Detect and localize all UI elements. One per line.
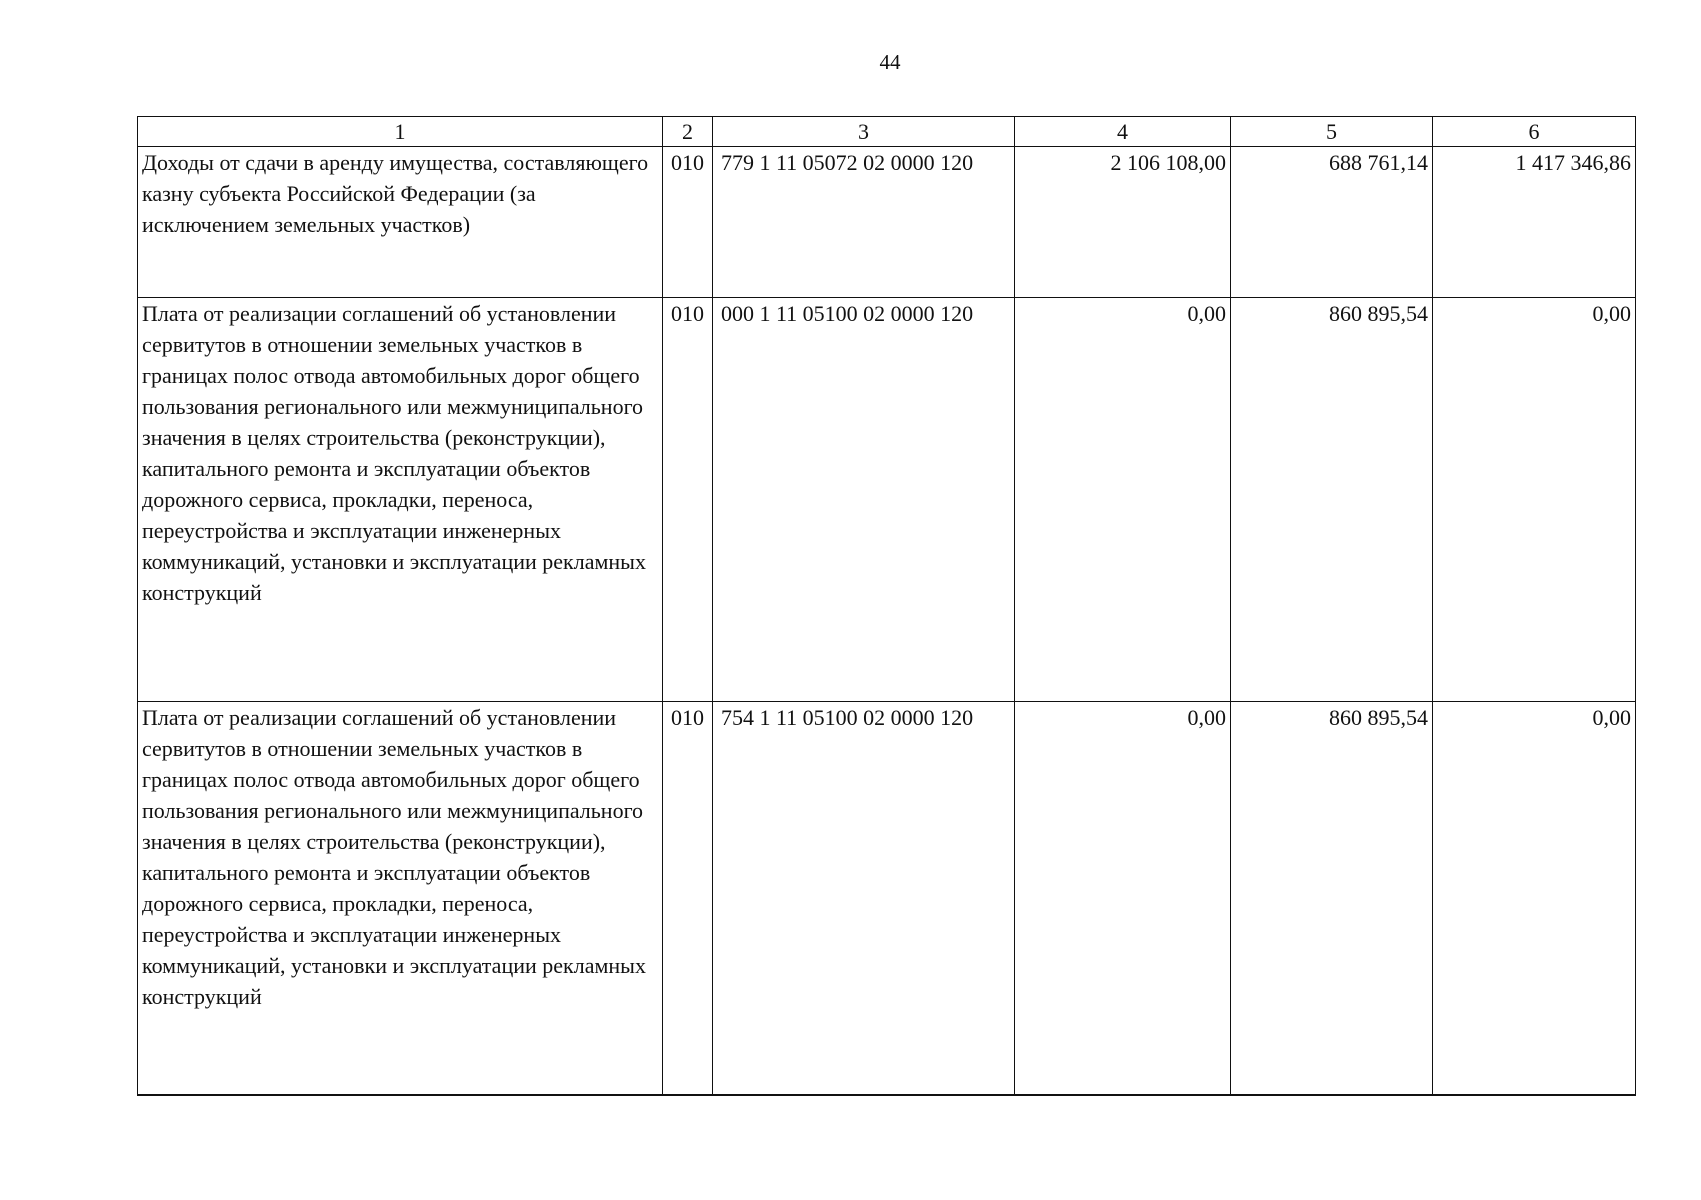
- table-row: [138, 298, 1636, 702]
- page-number: 44: [879, 50, 901, 74]
- line-code-cell: 010: [663, 298, 713, 702]
- amount-col6-cell: 1 417 346,86: [1433, 147, 1636, 298]
- column-header: 6: [1433, 117, 1636, 147]
- budget-classification-code-cell: 779 1 11 05072 02 0000 120: [713, 147, 1015, 298]
- amount-col5-cell: 860 895,54: [1231, 298, 1433, 702]
- amount-col4-cell: 0,00: [1015, 702, 1231, 1096]
- budget-classification-code-cell: 754 1 11 05100 02 0000 120: [713, 702, 1015, 1096]
- revenue-table: [137, 116, 1636, 1096]
- amount-col5-cell: 860 895,54: [1231, 702, 1433, 1096]
- column-number-row: [138, 117, 1636, 147]
- column-header: 5: [1231, 117, 1433, 147]
- income-name-cell: Плата от реализации соглашений об установлении сервитутов в отношении земельных участков в границах полос отвода автомобильных дорог общего пользования регионального или межмуниципального значения в целях строительства (реконструкции), капитального ремонта и эксплуатации объектов дорожного сервиса, прокладки, переноса, переустройства и эксплуатации инженерных коммуникаций, установки и эксплуатации рекламных конструкций: [138, 298, 663, 702]
- amount-col6-cell: 0,00: [1433, 702, 1636, 1096]
- column-header: 1: [138, 117, 663, 147]
- column-header: 4: [1015, 117, 1231, 147]
- table-row: [138, 147, 1636, 298]
- amount-col4-cell: 2 106 108,00: [1015, 147, 1231, 298]
- column-header: 2: [663, 117, 713, 147]
- amount-col4-cell: 0,00: [1015, 298, 1231, 702]
- budget-classification-code-cell: 000 1 11 05100 02 0000 120: [713, 298, 1015, 702]
- line-code-cell: 010: [663, 147, 713, 298]
- income-name-cell: Доходы от сдачи в аренду имущества, составляющего казну субъекта Российской Федерации (за исключением земельных участков): [138, 147, 663, 298]
- income-name-cell: Плата от реализации соглашений об установлении сервитутов в отношении земельных участков в границах полос отвода автомобильных дорог общего пользования регионального или межмуниципального значения в целях строительства (реконструкции), капитального ремонта и эксплуатации объектов дорожного сервиса, прокладки, переноса, переустройства и эксплуатации инженерных коммуникаций, установки и эксплуатации рекламных конструкций: [138, 702, 663, 1096]
- amount-col6-cell: 0,00: [1433, 298, 1636, 702]
- column-header: 3: [713, 117, 1015, 147]
- line-code-cell: 010: [663, 702, 713, 1096]
- amount-col5-cell: 688 761,14: [1231, 147, 1433, 298]
- table-row: [138, 702, 1636, 1096]
